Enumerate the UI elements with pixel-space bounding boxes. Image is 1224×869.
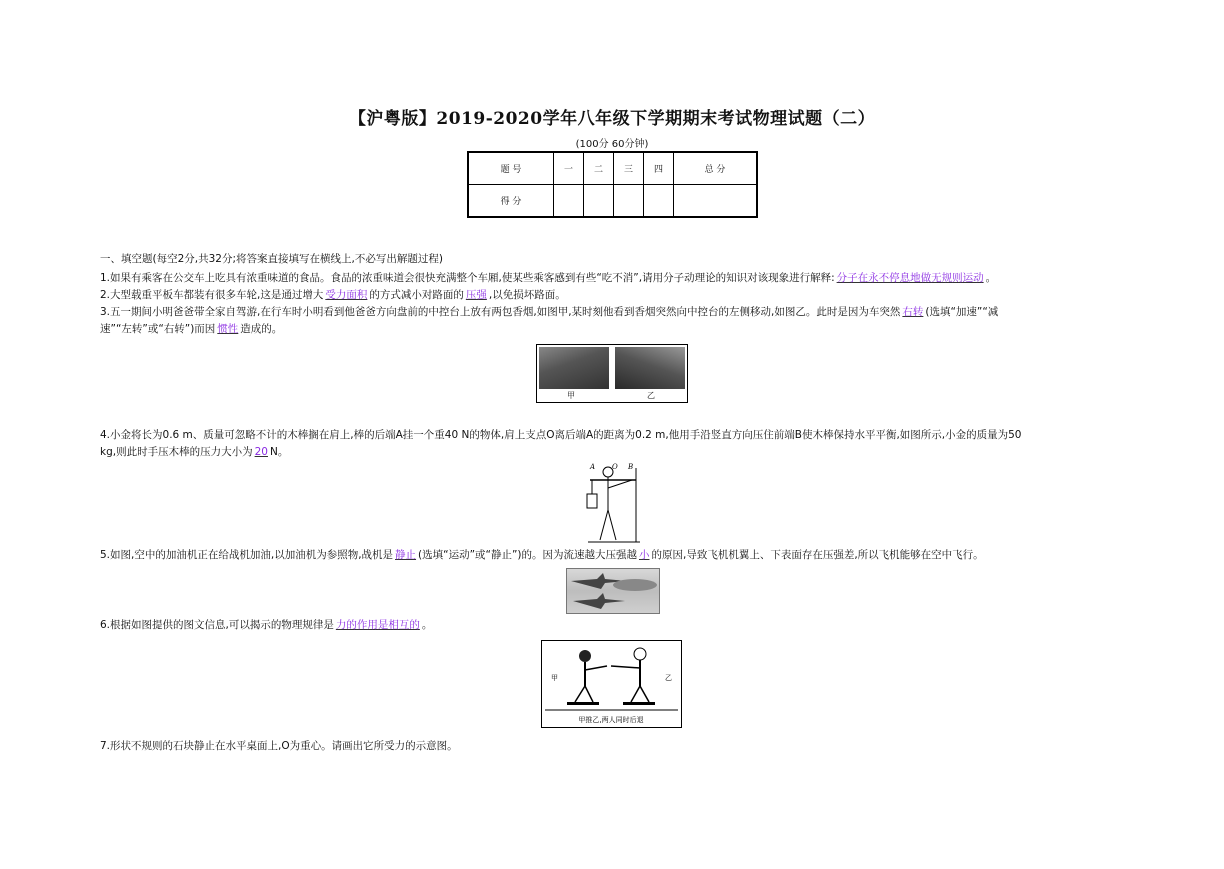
figure-caption: 甲推乙,两人同时后退	[578, 716, 644, 724]
question-text: 1.如果有乘客在公交车上吃具有浓重味道的食品。食品的浓重味道会很快充满整个车厢,使某些乘客感到有些“吃不消”,请用分子动理论的知识对该现象进行解释:	[100, 272, 835, 284]
answer-blank: 右转	[902, 306, 924, 318]
row-label: 得 分	[468, 185, 554, 218]
answer-blank: 小	[638, 549, 650, 561]
question-text: 4.小金将长为0.6 m、质量可忽略不计的木棒搁在肩上,棒的后端A挂一个重40 N的物体,肩上支点O离后端A的距离为0.2 m,他用手沿竖直方向压住前端B使木棒保持水平平衡,如图所示,小金的质量为50	[100, 429, 1022, 441]
lever-person-figure	[584, 460, 642, 544]
question-6	[100, 618, 432, 632]
label-a: A	[590, 463, 596, 471]
question-text: 7.形状不规则的石块静止在水平桌面上,O为重心。请画出它所受力的示意图。	[100, 740, 458, 752]
question-4-cont	[100, 445, 288, 459]
figure-label: 甲	[551, 674, 558, 682]
score-cell	[644, 185, 674, 218]
question-3-cont	[100, 322, 282, 336]
answer-blank: 受力面积	[325, 289, 368, 301]
car-dashboard-figure	[536, 344, 688, 403]
question-text: 的原因,导致飞机机翼上、下表面存在压强差,所以飞机能够在空中飞行。	[651, 549, 984, 561]
label-b: B	[628, 463, 634, 471]
answer-blank: 压强	[465, 289, 487, 301]
plane-icon	[567, 569, 659, 613]
question-4	[100, 428, 1021, 442]
table-header: 总 分	[674, 152, 758, 185]
figure-label: 乙	[665, 674, 672, 682]
table-header: 二	[584, 152, 614, 185]
question-text: 3.五一期间小明爸爸带全家自驾游,在行车时小明看到他爸爸方向盘前的中控台上放有两包香烟,如图甲,某时刻他看到香烟突然向中控台的左侧移动,如图乙。此时是因为车突然	[100, 306, 901, 318]
table-row	[468, 152, 757, 185]
question-3	[100, 305, 998, 319]
question-text: 5.如图,空中的加油机正在给战机加油,以加油机为参照物,战机是	[100, 549, 394, 561]
answer-blank: 力的作用是相互的	[335, 619, 420, 631]
skaters-figure	[541, 640, 682, 728]
question-7	[100, 739, 458, 753]
question-text: kg,则此时手压木棒的压力大小为	[100, 446, 253, 458]
figure-label: 乙	[647, 391, 655, 400]
question-text: 的方式减小对路面的	[369, 289, 464, 301]
answer-blank: 20	[254, 446, 268, 458]
score-cell	[614, 185, 644, 218]
refueling-plane-photo	[566, 568, 660, 614]
answer-blank: 分子在永不停息地做无规则运动	[836, 272, 984, 284]
figure-label: 甲	[567, 391, 575, 400]
question-text: ,以免损坏路面。	[488, 289, 566, 301]
question-text: N。	[269, 446, 289, 458]
question-1	[100, 271, 996, 285]
answer-blank: 静止	[395, 549, 417, 561]
question-5	[100, 548, 984, 562]
table-header: 四	[644, 152, 674, 185]
dashboard-photo-left	[539, 347, 609, 389]
section-heading: 一、填空题(每空2分,共32分;将答案直接填写在横线上,不必写出解题过程)	[100, 253, 443, 265]
question-text: 6.根据如图提供的图文信息,可以揭示的物理规律是	[100, 619, 334, 631]
question-text: 速”“左转”或“右转”)而因	[100, 323, 216, 335]
question-text: 。	[985, 272, 997, 284]
dashboard-photo-right	[615, 347, 685, 389]
question-2	[100, 288, 566, 302]
question-text: 。	[421, 619, 433, 631]
table-header: 三	[614, 152, 644, 185]
question-text: (选填“加速”“减	[925, 306, 999, 318]
label-o: O	[612, 463, 618, 471]
question-text: 造成的。	[240, 323, 283, 335]
table-header: 一	[554, 152, 584, 185]
table-row	[468, 185, 757, 218]
score-cell	[584, 185, 614, 218]
question-text: 2.大型载重平板车都装有很多车轮,这是通过增大	[100, 289, 324, 301]
score-cell	[674, 185, 758, 218]
answer-blank: 惯性	[217, 323, 239, 335]
table-header: 题 号	[468, 152, 554, 185]
score-cell	[554, 185, 584, 218]
score-table	[467, 151, 758, 218]
page-title: 【沪粤版】2019-2020学年八年级下学期期末考试物理试题（二）	[348, 109, 876, 129]
question-text: (选填“运动”或“静止”)的。因为流速越大压强越	[418, 549, 637, 561]
exam-subtitle: (100分 60分钟)	[575, 139, 649, 150]
